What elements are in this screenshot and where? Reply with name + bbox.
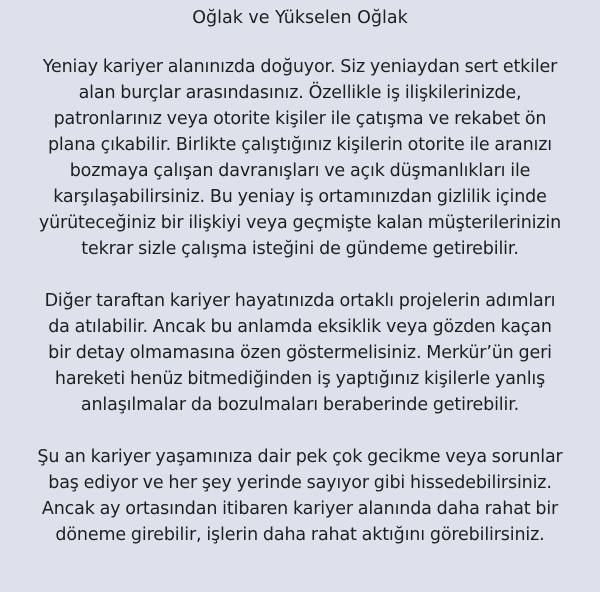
- paragraph-line: yürüteceğiniz bir ilişkiyi veya geçmişte kalan müşterilerinizin: [38, 213, 562, 233]
- paragraph-line: baş ediyor ve her şey yerinde sayıyor gibi hissedebilirsiniz.: [48, 473, 552, 493]
- paragraph-line: karşılaşabilirsiniz. Bu yeniay iş ortamınızdan gizlilik içinde: [53, 187, 547, 207]
- paragraph-line: Şu an kariyer yaşamınıza dair pek çok gecikme veya sorunlar: [37, 447, 563, 467]
- paragraph-line: alan burçlar arasındasınız. Özellikle iş ilişkilerinizde,: [78, 83, 522, 103]
- paragraph-line: patronlarınız veya otorite kişiler ile çatışma ve rekabet ön: [53, 109, 547, 129]
- paragraph-line: döneme girebilir, işlerin daha rahat aktığını görebilirsiniz.: [55, 525, 545, 545]
- paragraph-line: hareketi henüz bitmediğinden iş yaptığınız kişilerle yanlış: [54, 369, 546, 389]
- document-title: Oğlak ve Yükselen Oğlak: [192, 8, 408, 28]
- paragraph-line: Diğer taraftan kariyer hayatınızda ortaklı projelerin adımları: [44, 291, 556, 311]
- paragraph-line: Ancak ay ortasından itibaren kariyer alanında daha rahat bir: [41, 499, 559, 519]
- paragraph-1: [14, 54, 586, 262]
- paragraph-line: plana çıkabilir. Birlikte çalıştığınız kişilerin otorite ile aranızı: [47, 135, 553, 155]
- paragraph-2: [14, 288, 586, 418]
- paragraph-line: anlaşılmalar da bozulmaları beraberinde getirebilir.: [80, 395, 520, 415]
- paragraph-line: bir detay olmamasına özen göstermelisiniz. Merkür’ün geri: [48, 343, 552, 363]
- paragraph-line: tekrar sizle çalışma isteğini de gündeme getirebilir.: [81, 239, 519, 259]
- paragraph-line: bozmaya çalışan davranışları ve açık düşmanlıkları ile: [69, 161, 531, 181]
- paragraph-line: da atılabilir. Ancak bu anlamda eksiklik veya gözden kaçan: [48, 317, 552, 337]
- paragraph-3: [14, 444, 586, 548]
- paragraph-line: Yeniay kariyer alanınızda doğuyor. Siz yeniaydan sert etkiler: [42, 57, 558, 77]
